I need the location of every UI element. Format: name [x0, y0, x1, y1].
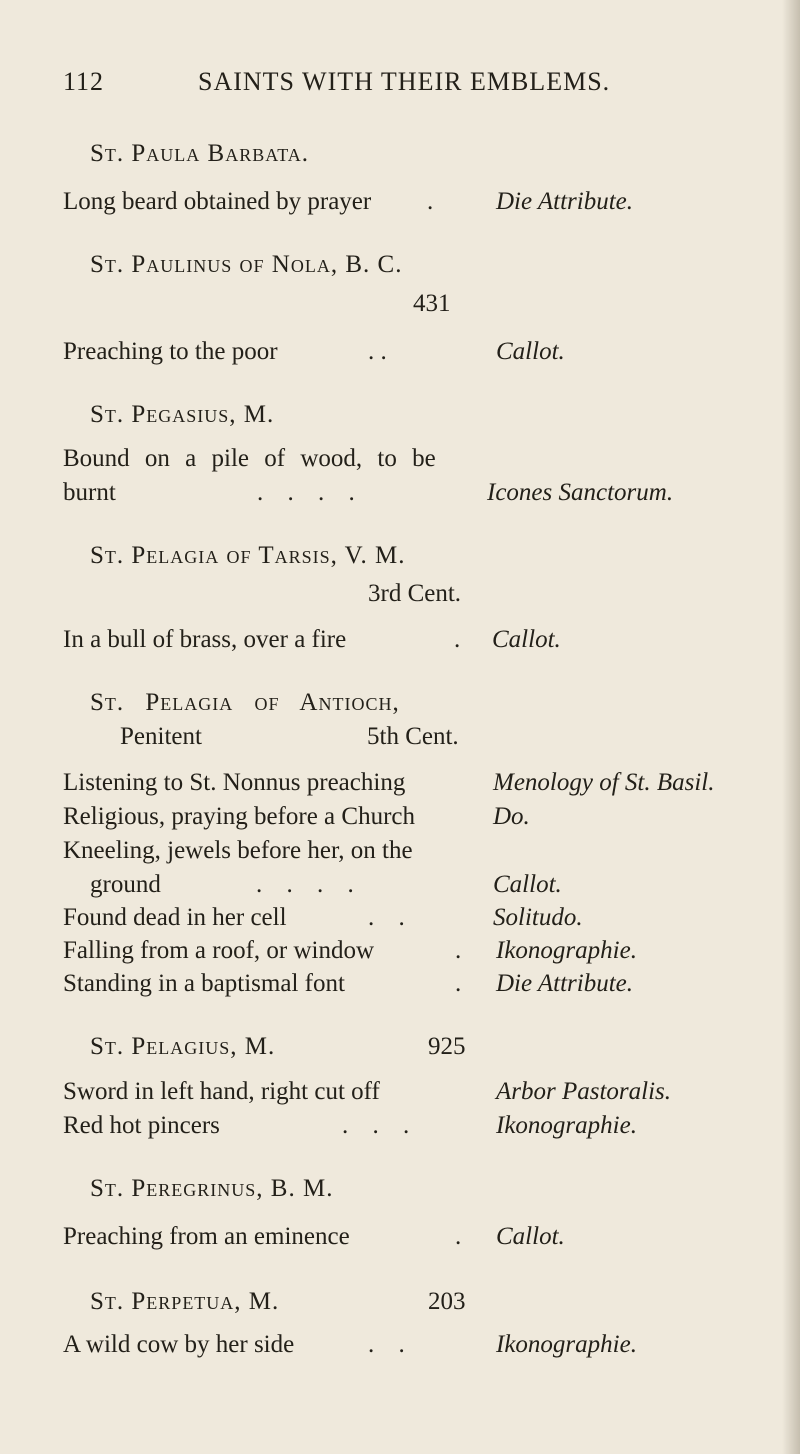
emblem-text: Preaching to the poor [63, 338, 278, 365]
leader-dots: . [427, 188, 434, 215]
leader-dots: . . [368, 904, 405, 931]
emblem-text: Red hot pincers [63, 1112, 220, 1139]
leader-dots: . [454, 626, 461, 653]
source-citation: Ikonographie. [496, 1112, 637, 1139]
emblem-text: In a bull of brass, over a fire [63, 626, 347, 653]
entry-date: 431 [413, 290, 451, 317]
leader-dots: . [455, 970, 462, 997]
running-title: SAINTS WITH THEIR EMBLEMS. [198, 67, 611, 96]
page-edge-shadow [782, 0, 800, 1454]
source-citation: Callot. [496, 1223, 565, 1250]
entry-heading: St. Pelagia of Tarsis, V. M. [90, 542, 406, 569]
emblem-text: Sword in left hand, right cut off [63, 1078, 380, 1105]
entry-heading: St. Pegasius, M. [90, 401, 275, 428]
source-citation: Die Attribute. [496, 970, 634, 997]
entry-heading: St. Paula Barbata. [90, 140, 310, 167]
source-citation: Ikonographie. [496, 937, 637, 964]
emblem-text: Found dead in her cell [63, 904, 287, 931]
source-citation: Icones Sanctorum. [487, 479, 674, 506]
entry-heading: St. Pelagia of Antioch, [90, 689, 400, 716]
entry-date: 203 [428, 1288, 466, 1315]
entry-heading: St. Perpetua, M. [90, 1288, 280, 1315]
emblem-text: Long beard obtained by prayer [63, 188, 372, 215]
entry-heading: St. Paulinus of Nola, B. C. [90, 251, 403, 278]
source-citation: Arbor Pastoralis. [496, 1078, 672, 1105]
leader-dots: . . . . [257, 479, 355, 506]
emblem-text: Bound on a pile of wood, to be [63, 445, 436, 472]
page-number: 112 [63, 67, 105, 96]
emblem-text: Falling from a roof, or window [63, 937, 375, 964]
leader-dots: . . [368, 338, 387, 365]
source-citation: Menology of St. Basil. [493, 769, 715, 796]
emblem-text: Religious, praying before a Church [63, 803, 415, 830]
emblem-text: Preaching from an eminence [63, 1223, 350, 1250]
entry-date: 925 [428, 1033, 466, 1060]
source-citation: Callot. [496, 338, 565, 365]
source-citation: Ikonographie. [496, 1331, 637, 1358]
emblem-text-continued: ground [90, 871, 161, 898]
emblem-text: Kneeling, jewels before her, on the [63, 837, 413, 864]
emblem-text: Listening to St. Nonnus preaching [63, 769, 406, 796]
leader-dots: . [455, 937, 462, 964]
emblem-text: Standing in a baptismal font [63, 970, 345, 997]
source-citation: Callot. [492, 626, 561, 653]
entry-date: 3rd Cent. [368, 580, 462, 607]
source-citation: Do. [493, 803, 530, 830]
entry-subheading: Penitent [120, 723, 202, 750]
source-citation: Die Attribute. [496, 188, 634, 215]
leader-dots: . . [368, 1331, 405, 1358]
leader-dots: . . . [342, 1112, 410, 1139]
emblem-text-continued: burnt [63, 479, 116, 506]
entry-heading: St. Pelagius, M. [90, 1033, 276, 1060]
source-citation: Callot. [493, 871, 562, 898]
leader-dots: . . . . [256, 871, 354, 898]
source-citation: Solitudo. [493, 904, 583, 931]
leader-dots: . [455, 1223, 462, 1250]
emblem-text: A wild cow by her side [63, 1331, 295, 1358]
entry-date: 5th Cent. [367, 723, 459, 750]
entry-heading: St. Peregrinus, B. M. [90, 1175, 334, 1202]
